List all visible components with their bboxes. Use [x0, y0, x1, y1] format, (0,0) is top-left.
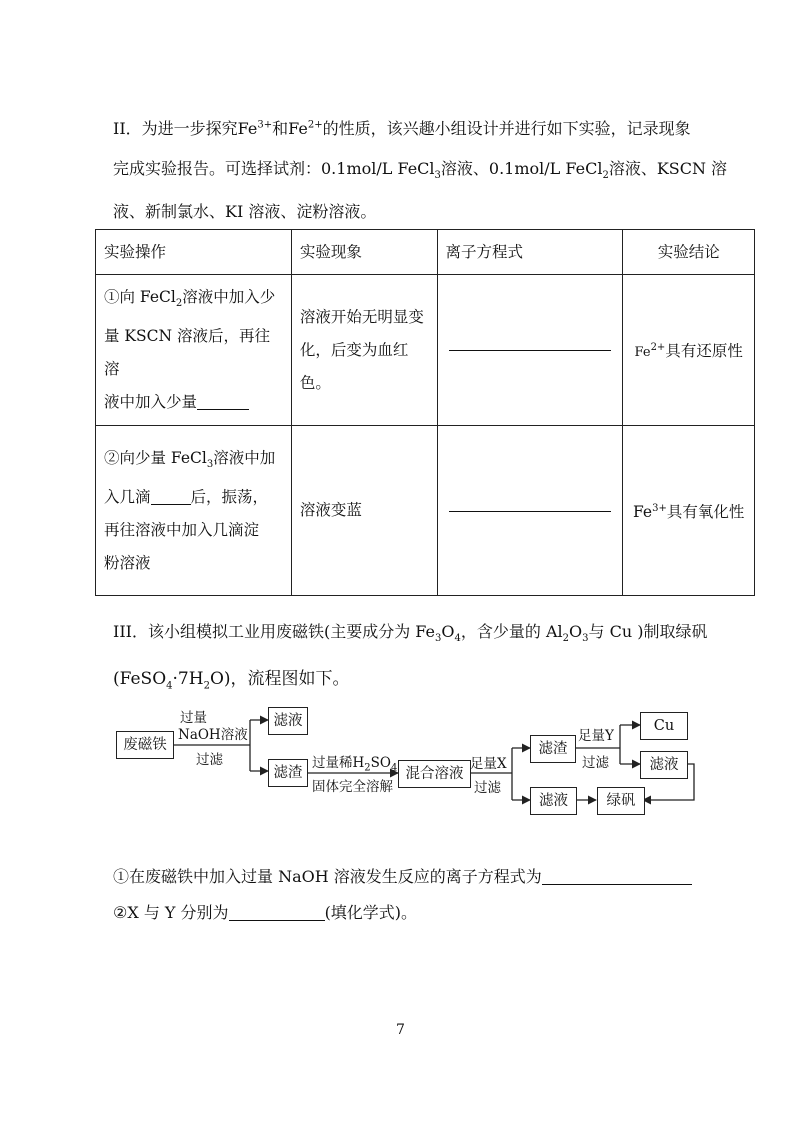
flow-box-residue1: 滤渣 [268, 759, 308, 787]
question-1-answer-blank[interactable] [542, 884, 692, 885]
flow-label-enough-x: 足量X [470, 756, 507, 772]
flow-box-cu: Cu [640, 712, 688, 740]
row2-operation: ②向少量 FeCl$_3$溶液中加 入几滴 后，振荡， 再往溶液中加入几滴淀 粉溶液 [96, 426, 292, 596]
section3-line2: $(FeSO_4\cdot 7H_2O)$，流程图如下。 [113, 669, 350, 692]
flow-label-naoh: NaOH溶液 [178, 727, 248, 743]
flow-box-filtrate1: 滤液 [268, 707, 308, 735]
flow-label-filter1: 过滤 [196, 752, 223, 768]
flow-box-waste-magnet: 废磁铁 [116, 731, 174, 759]
section3-line1: III．该小组模拟工业用废磁铁(主要成分为 $Fe_3O_4$，含少量的 $Al_2O_3$与 Cu )制取绿矾 [113, 622, 708, 645]
header-operation: 实验操作 [96, 230, 292, 275]
question-1: ①在废磁铁中加入过量 NaOH 溶液发生反应的离子方程式为 [113, 864, 692, 887]
flow-box-green-vitriol: 绿矾 [597, 787, 645, 815]
question-2-answer-blank[interactable] [229, 920, 325, 921]
flow-label-enough-y: 足量Y [578, 728, 614, 744]
flow-box-residue2: 滤渣 [530, 735, 576, 763]
row1-operation: ①向 FeCl$_2$溶液中加入少 量 KSCN 溶液后，再往溶 液中加入少量 [96, 275, 292, 426]
row2-conclusion: $Fe^{3+}$具有氧化性 [623, 426, 755, 596]
row2-phenomenon: 溶液变蓝 [291, 426, 437, 596]
flow-label-excess: 过量 [180, 710, 207, 726]
section2-line3: 液、新制氯水、KI 溶液、淀粉溶液。 [113, 202, 377, 221]
page-number: 7 [396, 1022, 405, 1038]
question-2: ②X 与 Y 分别为 (填化学式)。 [113, 903, 418, 922]
flow-label-filter2: 过滤 [474, 780, 501, 796]
flow-label-dissolve: 固体完全溶解 [312, 779, 393, 795]
row1-phenomenon: 溶液开始无明显变 化，后变为血红色。 [291, 275, 437, 426]
row1-conclusion: $Fe^{2+}$具有还原性 [623, 275, 755, 426]
flow-label-filter3: 过滤 [582, 755, 609, 771]
section2-line1: II．为进一步探究$Fe^{3+}$和$Fe^{2+}$的性质，该兴趣小组设计并进行如下实验，记录现象 [113, 119, 691, 138]
flow-label-acid: 过量稀$H_2SO_4$ [312, 755, 398, 774]
flow-box-filtrate2: 滤液 [530, 787, 577, 815]
header-ionic-equation: 离子方程式 [437, 230, 623, 275]
section2-line2: 完成实验报告。可选择试剂：0.1mol/L FeCl$_3$溶液、0.1mol/L FeCl$_2$溶液、KSCN 溶 [113, 159, 728, 182]
flow-box-mixed-solution: 混合溶液 [398, 760, 471, 788]
header-conclusion: 实验结论 [623, 230, 755, 275]
header-phenomenon: 实验现象 [291, 230, 437, 275]
flow-box-filtrate3: 滤液 [640, 751, 688, 779]
